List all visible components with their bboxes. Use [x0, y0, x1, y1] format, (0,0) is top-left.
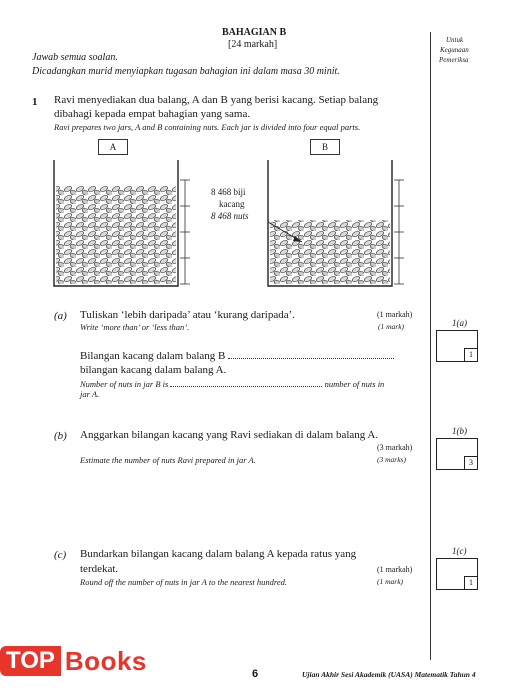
section-marks: [24 markah]	[228, 39, 278, 50]
mark-box-1c-max: 1	[464, 576, 477, 589]
callout-count-ms-1: 8 468 biji	[211, 187, 246, 197]
part-a-question-en: Write ‘more than’ or ‘less than’.	[80, 322, 190, 332]
mark-box-1b[interactable]	[436, 438, 478, 470]
question-stem-en: Ravi prepares two jars, A and B containing nuts. Each jar is divided into four equal parts.	[54, 122, 361, 132]
mark-box-label-1a: 1(a)	[452, 318, 467, 328]
jar-b-label: B	[310, 139, 340, 155]
part-a-question-ms: Tuliskan ‘lebih daripada’ atau ‘kurang daripada’.	[80, 309, 296, 321]
logo-top-text: TOP	[0, 646, 61, 676]
part-c-marks-ms: (1 markah)	[377, 565, 413, 574]
part-a-answer-ms-2: bilangan kacang dalam balang A.	[80, 364, 227, 376]
part-a-answer-en-text: Number of nuts in jar B is	[80, 379, 169, 389]
callout-count-ms-2: kacang	[219, 199, 245, 209]
jar-a-label: A	[98, 139, 128, 155]
mark-box-1c[interactable]	[436, 558, 478, 590]
examiner-label-2: Kegunaan	[440, 46, 469, 54]
mark-box-1b-max: 3	[464, 456, 477, 469]
part-c-marks-en: (1 mark)	[377, 577, 404, 586]
part-c-label: (c)	[54, 549, 67, 561]
part-c-question-ms-2: terdekat.	[80, 563, 119, 575]
part-a-marks-ms: (1 markah)	[377, 310, 413, 319]
instruction-answer-all: Jawab semua soalan.	[32, 52, 118, 63]
part-b-question-ms: Anggarkan bilangan kacang yang Ravi sediakan di dalam balang A.	[80, 429, 379, 441]
mark-box-label-1b: 1(b)	[452, 426, 467, 436]
jar-a	[54, 160, 190, 286]
jar-b	[268, 160, 404, 286]
mark-box-label-1c: 1(c)	[452, 546, 467, 556]
part-b-marks-en: (3 marks)	[377, 455, 406, 464]
part-a-answer-en-1	[80, 378, 384, 389]
mark-box-1a[interactable]	[436, 330, 478, 362]
examiner-label-3: Pemeriksa	[439, 56, 469, 64]
part-c-question-ms-1: Bundarkan bilangan kacang dalam balang A kepada ratus yang	[80, 548, 357, 560]
examiner-label-1: Untuk	[446, 36, 464, 44]
part-c-question-en: Round off the number of nuts in jar A to the nearest hundred.	[80, 577, 288, 587]
part-b-label: (b)	[54, 430, 67, 442]
instruction-time: Dicadangkan murid menyiapkan tugasan bahagian ini dalam masa 30 minit.	[32, 66, 340, 77]
mark-box-1a-max: 1	[464, 348, 477, 361]
examiner-margin-line	[430, 32, 431, 660]
part-a-answer-ms-text: Bilangan kacang dalam balang B	[80, 350, 226, 362]
part-a-label: (a)	[54, 310, 67, 322]
question-stem-ms-line2: dibahagi kepada empat bahagian yang sama.	[54, 108, 251, 120]
part-b-marks-ms: (3 markah)	[377, 443, 413, 452]
part-a-answer-blank-ms[interactable]	[228, 350, 394, 359]
footer-title: Ujian Akhir Sesi Akademik (UASA) Matematik Tahun 4	[302, 670, 476, 679]
part-a-answer-en-tail: number of nuts in	[324, 379, 385, 389]
part-a-marks-en: (1 mark)	[378, 322, 405, 331]
callout-count-en: 8 468 nuts	[211, 211, 249, 221]
section-title: BAHAGIAN B	[222, 27, 287, 38]
question-stem-ms-line1: Ravi menyediakan dua balang, A dan B yang berisi kacang. Setiap balang	[54, 94, 379, 106]
part-a-answer-en-2: jar A.	[80, 389, 100, 399]
logo-books-text: Books	[64, 645, 147, 676]
part-a-answer-ms-1	[80, 350, 394, 362]
topbooks-logo	[0, 646, 147, 676]
page-number: 6	[252, 668, 259, 680]
part-b-question-en: Estimate the number of nuts Ravi prepared in jar A.	[80, 455, 256, 465]
part-a-answer-blank-en[interactable]	[170, 378, 322, 387]
question-number: 1	[32, 96, 38, 108]
